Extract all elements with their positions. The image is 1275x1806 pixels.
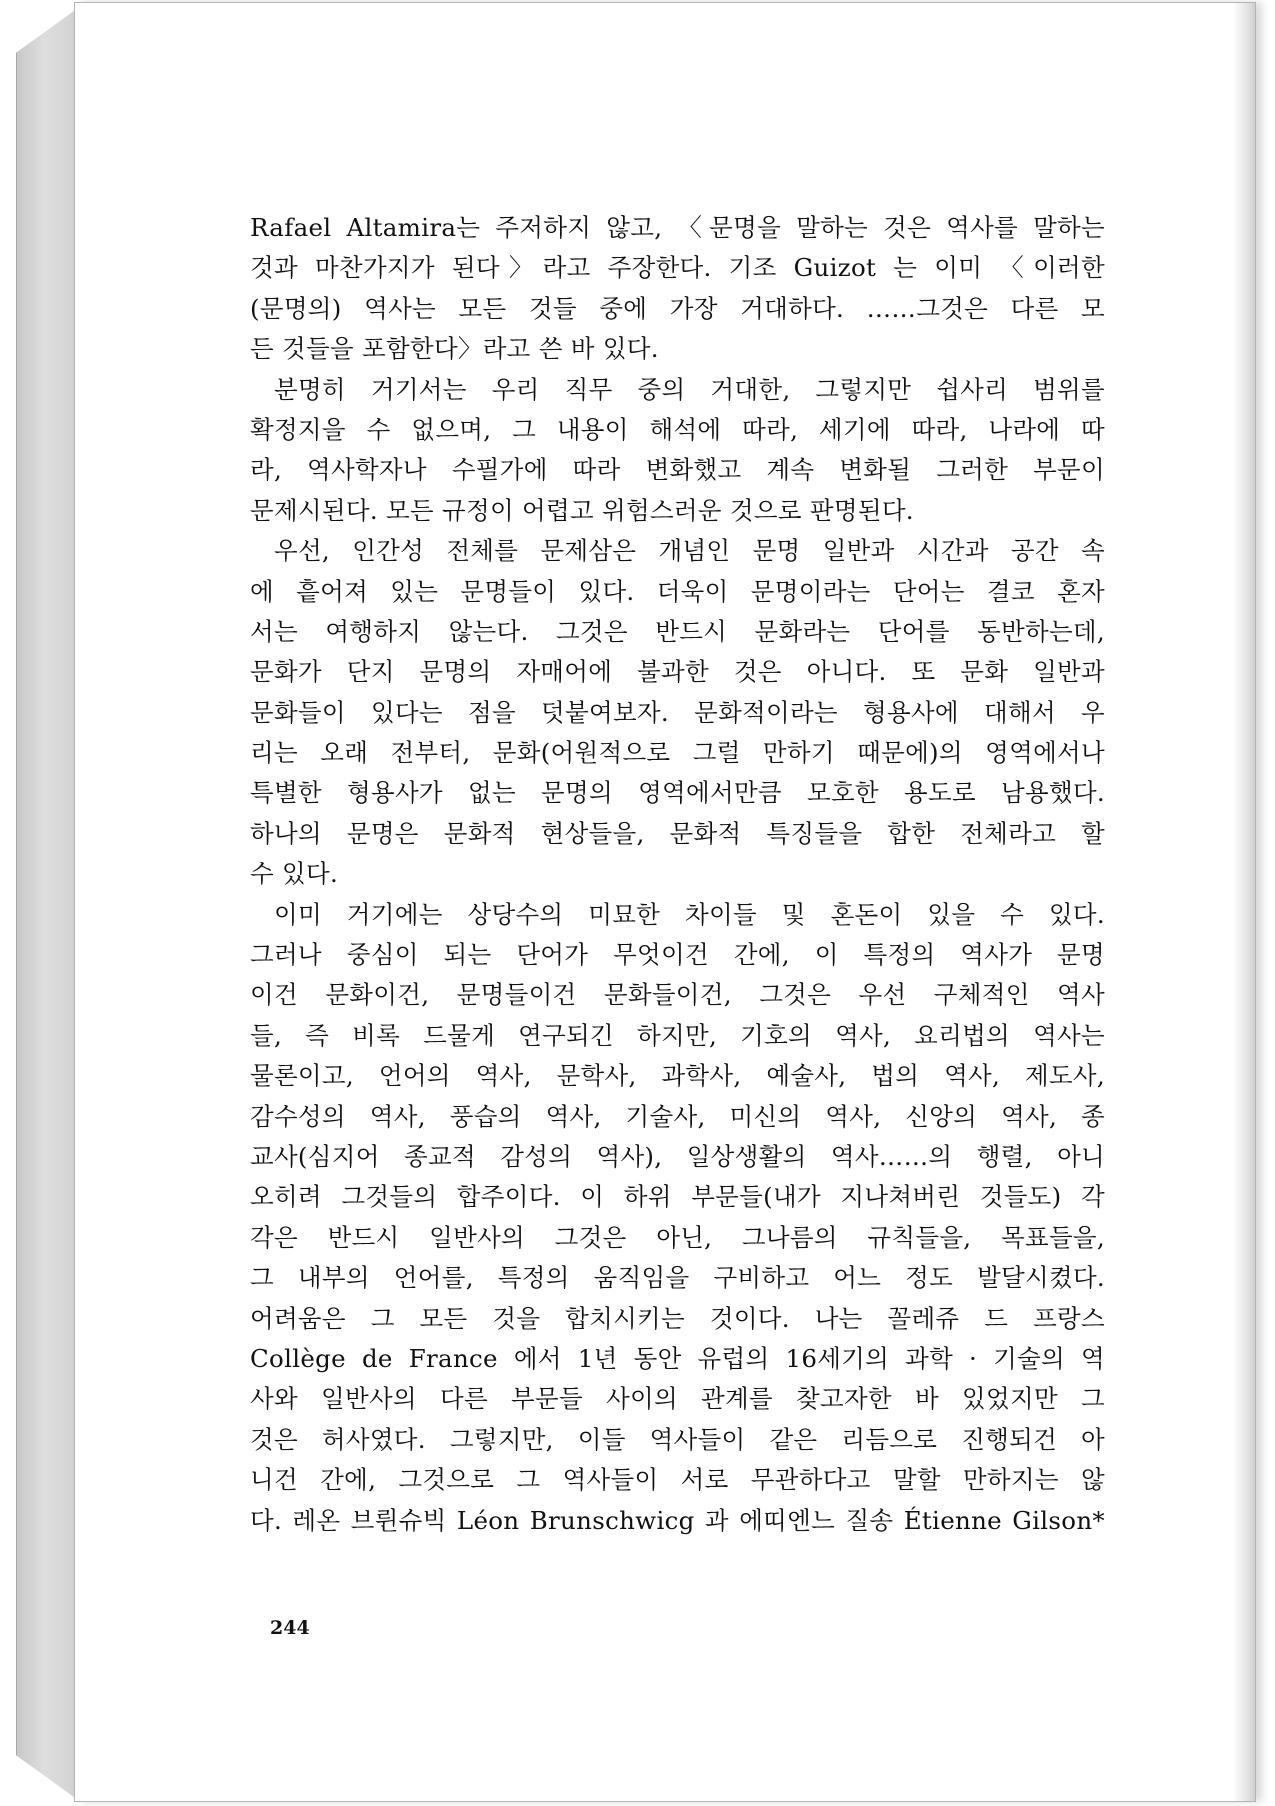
text-line: 특별한 형용사가 없는 문명의 영역에서만큼 모호한 용도로 남용했다. [250, 778, 1105, 808]
text-line: 문제시된다. 모든 규정이 어렵고 위험스러운 것으로 판명된다. [250, 495, 914, 525]
text-line: 오히려 그것들의 합주이다. 이 하위 부문들(내가 지나쳐버린 것들도) 각 [250, 1182, 1105, 1212]
text-line: 분명히 거기서는 우리 직무 중의 거대한, 그렇지만 쉽사리 범위를 [274, 374, 1105, 404]
text-line: 물론이고, 언어의 역사, 문학사, 과학사, 예술사, 법의 역사, 제도사, [250, 1061, 1105, 1091]
text-line: 감수성의 역사, 풍습의 역사, 기술사, 미신의 역사, 신앙의 역사, 종 [250, 1101, 1105, 1131]
text-line: 에 흩어져 있는 문명들이 있다. 더욱이 문명이라는 단어는 결코 혼자 [250, 576, 1105, 606]
text-line: 그 내부의 언어를, 특정의 움직임을 구비하고 어느 정도 발달시켰다. [250, 1263, 1105, 1293]
text-line: 것과 마찬가지가 된다〉라고 주장한다. 기조 Guizot 는 이미 〈이러한 [250, 253, 1105, 283]
text-line: 그러나 중심이 되는 단어가 무엇이건 간에, 이 특정의 역사가 문명 [250, 940, 1105, 970]
text-line: (문명의) 역사는 모든 것들 중에 가장 거대하다. ……그것은 다른 모 [250, 293, 1105, 323]
text-line: 문화들이 있다는 점을 덧붙여보자. 문화적이라는 형용사에 대해서 우 [250, 697, 1105, 727]
text-line: 우선, 인간성 전체를 문제삼은 개념인 문명 일반과 시간과 공간 속 [274, 536, 1105, 566]
book-spine [16, 8, 78, 1800]
page-edge-shading [1233, 3, 1255, 1801]
body-text [250, 208, 1105, 1541]
text-line: 교사(심지어 종교적 감성의 역사), 일상생활의 역사……의 행렬, 아니 [250, 1141, 1105, 1171]
text-line: 들, 즉 비록 드물게 연구되긴 하지만, 기호의 역사, 요리법의 역사는 [250, 1020, 1105, 1050]
page-number: 244 [270, 1617, 310, 1639]
text-line: 문화가 단지 문명의 자매어에 불과한 것은 아니다. 또 문화 일반과 [250, 657, 1105, 687]
text-line: 라, 역사학자나 수필가에 따라 변화했고 계속 변화될 그러한 부문이 [250, 455, 1105, 485]
text-line: 이미 거기에는 상당수의 미묘한 차이들 및 혼돈이 있을 수 있다. [274, 899, 1105, 929]
text-line: 서는 여행하지 않는다. 그것은 반드시 문화라는 단어를 동반하는데, [250, 616, 1105, 646]
text-line: 든 것들을 포함한다〉라고 쓴 바 있다. [250, 334, 659, 364]
text-line: 사와 일반사의 다른 부문들 사이의 관계를 찾고자한 바 있었지만 그 [250, 1384, 1105, 1414]
text-line: 다. 레온 브륀슈빅 Léon Brunschwicg 과 에띠엔느 질송 Étienne Gilson* [250, 1505, 1105, 1535]
text-line: 이건 문화이건, 문명들이건 문화들이건, 그것은 우선 구체적인 역사 [250, 980, 1105, 1010]
text-line: Rafael Altamira는 주저하지 않고, 〈문명을 말하는 것은 역사를 말하는 [250, 213, 1105, 242]
text-line: 확정지을 수 없으며, 그 내용이 해석에 따라, 세기에 따라, 나라에 따 [250, 414, 1105, 444]
text-line: 수 있다. [250, 859, 339, 889]
text-line: 리는 오래 전부터, 문화(어원적으로 그럴 만하기 때문에)의 영역에서나 [250, 738, 1105, 768]
text-line: 각은 반드시 일반사의 그것은 아닌, 그나름의 규칙들을, 목표들을, [250, 1222, 1105, 1252]
text-line: 니건 간에, 그것으로 그 역사들이 서로 무관하다고 말할 만하지는 않 [250, 1465, 1105, 1495]
text-line: 하나의 문명은 문화적 현상들을, 문화적 특징들을 합한 전체라고 할 [250, 818, 1105, 848]
text-line: 것은 허사였다. 그렇지만, 이들 역사들이 같은 리듬으로 진행되건 아 [250, 1424, 1105, 1454]
text-line: 어려움은 그 모든 것을 합치시키는 것이다. 나는 꼴레쥬 드 프랑스 [250, 1303, 1105, 1333]
text-line: Collège de France 에서 1년 동안 유럽의 16세기의 과학 · 기술의 역 [250, 1343, 1105, 1373]
